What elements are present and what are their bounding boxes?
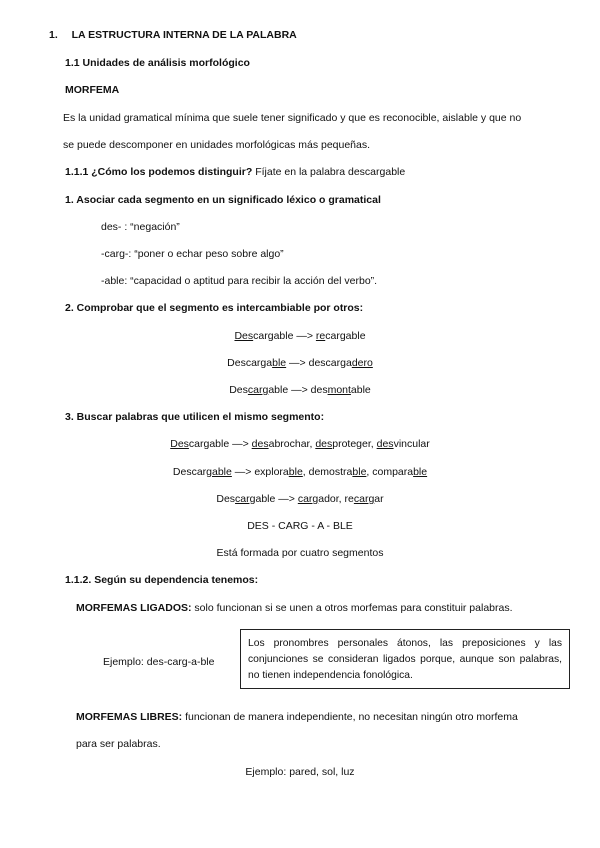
step2-example (0, 383, 600, 397)
example-text: abrochar, (268, 438, 316, 450)
ligados-line (76, 601, 513, 615)
definition-line-1: Es la unidad gramatical mínima que suele tener significado y que es reconocible, aislable y que no (63, 112, 522, 124)
step1-item: des- : “negación” (101, 221, 180, 233)
underlined-segment: ble (352, 466, 367, 478)
ligados-example: Ejemplo: des-carg-a-ble (103, 656, 215, 668)
libres-example: Ejemplo: pared, sol, luz (245, 766, 355, 778)
underlined-segment: ble (288, 466, 303, 478)
underlined-segment: ble (272, 357, 287, 369)
ligados-label: MORFEMAS LIGADOS: (76, 602, 192, 614)
ligados-text: solo funcionan si se unen a otros morfemas para constituir palabras. (191, 602, 513, 614)
underlined-segment: mont (327, 384, 351, 396)
underlined-segment: able (212, 466, 232, 478)
step3-example (0, 437, 600, 451)
step3-example (0, 492, 600, 506)
heading-number: 1. (49, 29, 58, 41)
section-title-1-1-1 (65, 165, 405, 179)
example-text: cargable (325, 330, 366, 342)
ligados-note-text: Los pronombres personales átonos, las preposiciones y las conjunciones se consideran ligados porque, aunque son palabras, no tienen independencia fonológica. (248, 638, 562, 681)
underlined-segment: des (251, 438, 269, 450)
example-text: , compara (366, 466, 414, 478)
section-title-1-1: 1.1 Unidades de análisis morfológico (65, 57, 250, 69)
underlined-segment: Des (234, 330, 254, 342)
step2-title: 2. Comprobar que el segmento es intercambiable por otros: (65, 302, 364, 314)
section-title-1-1-2: 1.1.2. Según su dependencia tenemos: (65, 574, 259, 586)
step1-title: 1. Asociar cada segmento en un significado léxico o gramatical (65, 194, 381, 206)
example-text: ar (374, 493, 384, 505)
example-text: proteger, (332, 438, 377, 450)
underlined-segment: re (315, 330, 326, 342)
step2-example (0, 356, 600, 370)
example-text: Des (229, 384, 248, 396)
underlined-segment: ble (413, 466, 428, 478)
underlined-segment: carg (247, 384, 269, 396)
example-text: —> descarga (286, 357, 352, 369)
heading (49, 28, 297, 42)
underlined-segment: des (315, 438, 333, 450)
step1-item: -able: “capacidad o aptitud para recibir la acción del verbo”. (101, 275, 378, 287)
underlined-segment: carg (235, 493, 256, 505)
underlined-segment: carg (297, 493, 319, 505)
step3-example (0, 465, 600, 479)
libres-line (76, 710, 518, 724)
underlined-segment: Des (170, 438, 189, 450)
underlined-segment: des (376, 438, 394, 450)
example-text: able (350, 384, 371, 396)
step1-item: -carg-: “poner o echar peso sobre algo” (101, 248, 284, 260)
section-1-1-1-question: 1.1.1 ¿Cómo los podemos distinguir? (65, 166, 253, 178)
libres-text: funcionan de manera independiente, no necesitan ningún otro morfema (182, 711, 518, 723)
segments-summary: Está formada por cuatro segmentos (216, 547, 384, 559)
step2-example (0, 329, 600, 343)
example-text: cargable —> (188, 438, 252, 450)
segments-line: DES - CARG - A - BLE (247, 520, 353, 532)
example-text: —> explora (231, 466, 289, 478)
ligados-note-box (240, 629, 570, 689)
example-text: cargable —> (253, 330, 316, 342)
libres-line-2: para ser palabras. (76, 738, 161, 750)
morfema-title: MORFEMA (65, 84, 120, 96)
underlined-segment: carg (353, 493, 375, 505)
libres-label: MORFEMAS LIBRES: (76, 711, 183, 723)
underlined-segment: dero (351, 357, 373, 369)
example-text: vincular (393, 438, 430, 450)
example-text: , demostra (302, 466, 353, 478)
example-text: Descarga (227, 357, 273, 369)
example-text: Des (216, 493, 236, 505)
example-text: able —> (255, 493, 298, 505)
example-text: Descarg (172, 466, 212, 478)
example-text: able —> des (268, 384, 328, 396)
step3-title: 3. Buscar palabras que utilicen el mismo segmento: (65, 411, 325, 423)
definition-line-2: se puede descomponer en unidades morfológicas más pequeñas. (63, 139, 371, 151)
section-1-1-1-rest: Fíjate en la palabra descargable (252, 166, 406, 178)
example-text: ador, re (318, 493, 354, 505)
heading-title: LA ESTRUCTURA INTERNA DE LA PALABRA (71, 29, 297, 41)
